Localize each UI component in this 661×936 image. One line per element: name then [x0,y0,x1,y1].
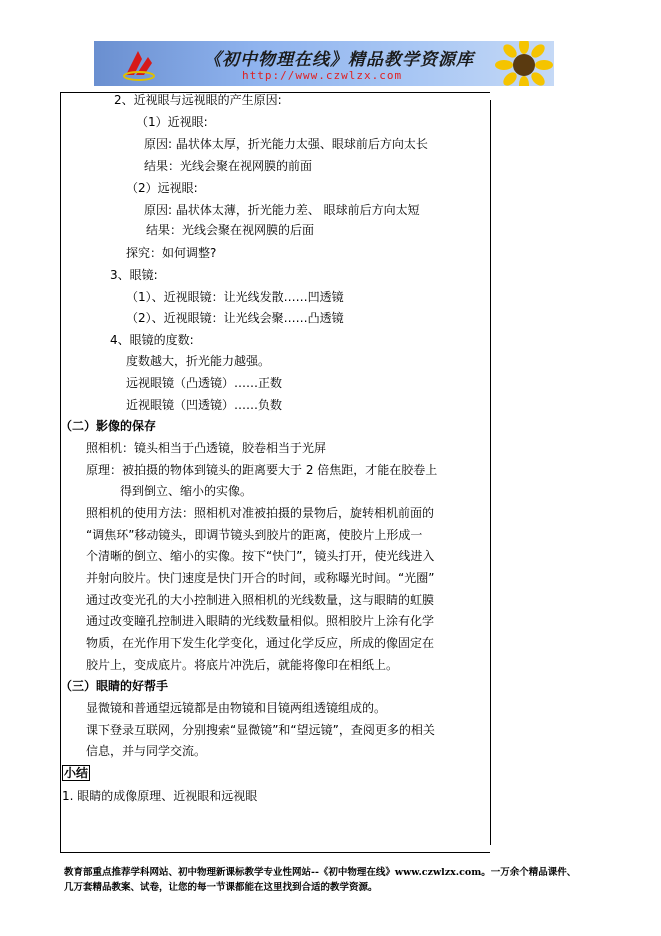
left-border [60,92,61,852]
banner-title: 《初中物理在线》精品教学资源库 [204,50,474,70]
text-line: （2）、近视眼镜：让光线会聚……凸透镜 [126,311,344,325]
text-line: 近视眼镜（凹透镜）……负数 [126,398,283,412]
banner-url[interactable]: http://www.czwlzx.com [242,69,403,82]
text-line: 并射向胶片。快门速度是快门开合的时间，或称曝光时间。“光圈” [86,571,435,585]
text-line: 信息，并与同学交流。 [86,744,207,758]
text-line: 2、近视眼与远视眼的产生原因: [114,93,282,107]
text-line: 结果：光线会聚在视网膜的后面 [146,223,315,237]
text-line: （2）远视眼: [126,181,198,195]
text-line: 原理：被拍摄的物体到镜头的距离要大于 2 倍焦距，才能在胶卷上 [86,463,438,477]
text-line: 通过改变瞳孔控制进入眼睛的光线数量相似。照相胶片上涂有化学 [86,614,435,628]
text-line: 个清晰的倒立、缩小的实像。按下“快门”，镜头打开，使光线进入 [86,549,435,563]
section-heading: （二）影像的保存 [60,419,157,433]
footer-line-2: 几万套精品教案、试卷，让您的每一节课都能在这里找到合适的教学资源。 [64,882,378,893]
text-line: 胶片上，变成底片。将底片冲洗后，就能将像印在相纸上。 [86,658,399,672]
text-line: 原因: 晶状体太厚，折光能力太强、眼球前后方向太长 [144,137,428,151]
text-line: 显微镜和普通望远镜都是由物镜和目镜两组透镜组成的。 [86,701,387,715]
text-line: 通过改变光孔的大小控制进入照相机的光线数量，这与眼睛的虹膜 [86,593,435,607]
text-line: 得到倒立、缩小的实像。 [120,484,253,498]
text-line: （1）、近视眼镜：让光线发散……凹透镜 [126,290,344,304]
header-banner [94,41,554,86]
footer-line-1: 教育部重点推荐学科网站、初中物理新课标教学专业性网站--《初中物理在线》www.czwlzx.com。一万余个精品课件、 [64,867,577,878]
text-line: （1）近视眼: [136,115,208,129]
text-line: 4、眼镜的度数: [110,333,194,347]
text-line: 3、眼镜: [110,268,158,282]
right-border [490,100,491,845]
text-line: 探究：如何调整? [126,246,217,260]
logo-icon [122,47,156,81]
text-line: 结果：光线会聚在视网膜的前面 [144,159,313,173]
summary-heading: 小结 [64,766,89,780]
section-heading: （三）眼睛的好帮手 [60,679,169,693]
text-line: 1. 眼睛的成像原理、近视眼和远视眼 [62,789,258,803]
text-line: 原因: 晶状体太薄，折光能力差、 眼球前后方向太短 [144,203,420,217]
text-line: 远视眼镜（凸透镜）……正数 [126,376,283,390]
text-line: 照相机：镜头相当于凸透镜，胶卷相当于光屏 [86,441,327,455]
text-line: 度数越大，折光能力越强。 [126,354,271,368]
text-line: 课下登录互联网，分别搜索“显微镜”和“望远镜”，查阅更多的相关 [86,723,435,737]
text-line: 照相机的使用方法：照相机对准被拍摄的景物后，旋转相机前面的 [86,506,435,520]
sunflower-icon [494,41,554,86]
bottom-rule [60,852,490,853]
text-line: 物质，在光作用下发生化学变化，通过化学反应，所成的像固定在 [86,636,435,650]
text-line: “调焦环”移动镜头，即调节镜头到胶片的距离，使胶片上形成一 [86,528,423,542]
